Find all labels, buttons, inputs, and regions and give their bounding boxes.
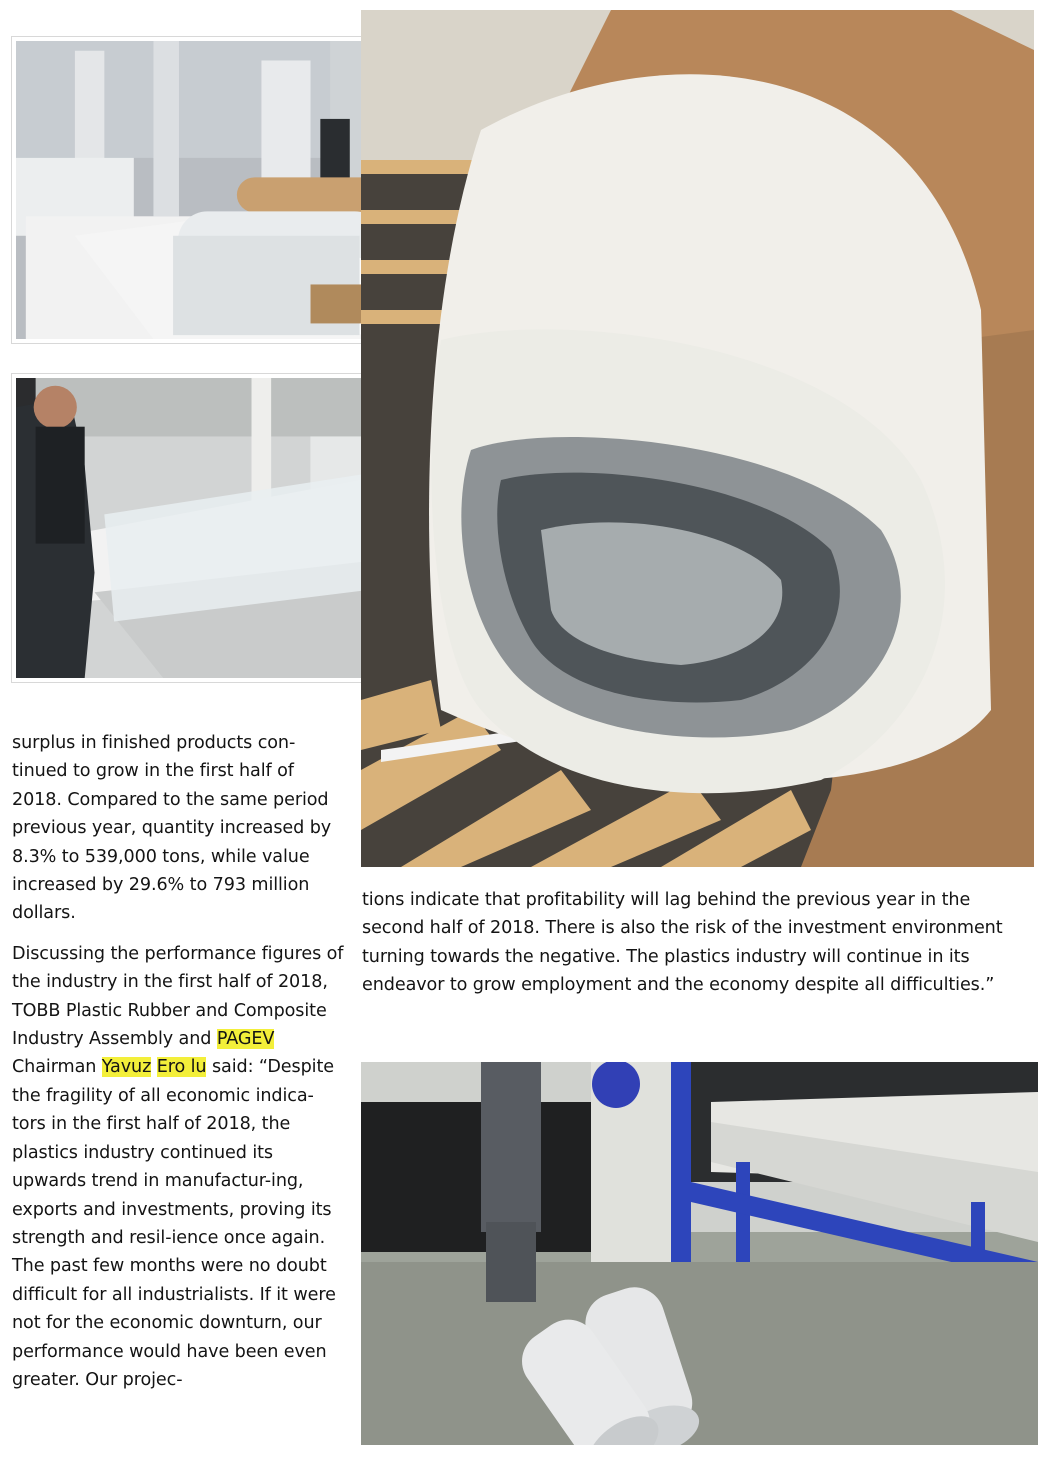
article-right-column [362, 886, 1034, 1000]
article-paragraph [12, 940, 347, 1395]
article-text: said: “Despite the fragility of all economic indica-tors in the first half of 2018, the plastics industry continued its upwards trend in manufactur-ing, exports and investments, proving its strength and resil-ience once again. The past few months were no doubt difficult for all industrialists. If it were not for the economic downturn, our performance would have been even greater. Our projec- [12, 1057, 336, 1390]
roll-in-box-photo [361, 10, 1034, 867]
article-text: Chairman [12, 1057, 102, 1078]
rolled-product-in-box-photo [361, 10, 1034, 867]
packed-rolls-conveyor-photo [361, 1062, 1038, 1445]
article-paragraph: tions indicate that profitability will lag behind the previous year in the second half of 2018. There is also the risk of the investment environment turning towards the negative. The plastics industry will continue in its endeavor to grow employment and the economy despite all difficulties.” [362, 890, 1003, 996]
org-highlight: PAGEV [216, 1029, 275, 1050]
name-first-highlight: Yavuz [101, 1057, 152, 1078]
article-text [151, 1057, 157, 1077]
conveyor-rolls-photo [361, 1062, 1038, 1445]
article-paragraph: surplus in finished products con-tinued to grow in the first half of 2018. Compared to the same period previous year, quantity increased by 8.3% to 539,000 tons, while value increased by 29.6% to 793 million dollars. [12, 733, 332, 924]
article-left-column [12, 729, 347, 1394]
name-last-highlight: Ero lu [156, 1057, 207, 1078]
article-text: Discussing the performance figures of the industry in the first half of 2018, TOBB Plastic Rubber and Composite Industry Assembly and [12, 943, 344, 1050]
